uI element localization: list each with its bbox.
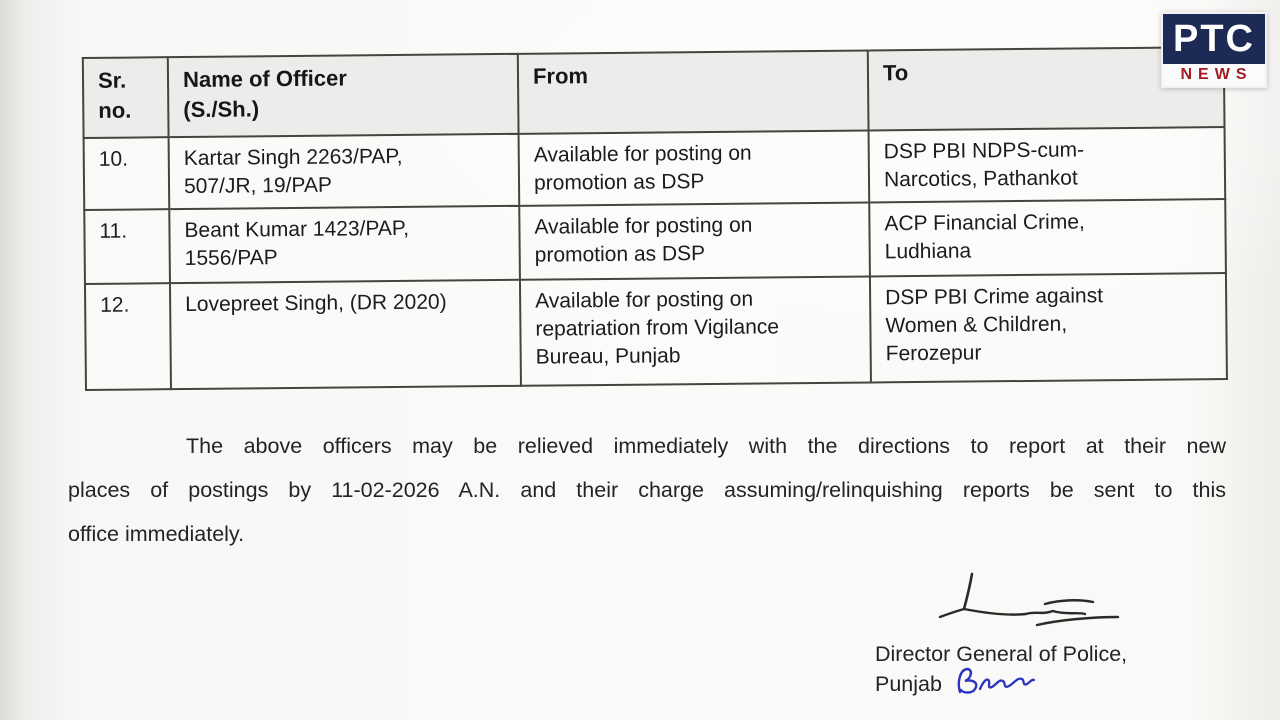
ptc-logo-secondary-text: NEWS (1161, 64, 1267, 88)
cell-officer-name: Beant Kumar 1423/PAP, 1556/PAP (169, 206, 520, 283)
relieving-instructions-paragraph (68, 424, 1226, 556)
paragraph-line: places of postings by 11-02-2026 A.N. and their charge assuming/relinquishing reports be sent to this (68, 478, 1226, 502)
col-header-from: From (518, 50, 869, 133)
table-header-row (83, 47, 1225, 138)
cell-sr-no: 11. (84, 209, 170, 284)
cell-to: ACP Financial Crime, Ludhiana (869, 199, 1226, 276)
paragraph-line: office immediately. (68, 522, 245, 546)
cell-sr-no: 10. (84, 137, 170, 210)
cell-to: DSP PBI NDPS-cum- Narcotics, Pathankot (869, 127, 1226, 202)
col-header-to: To (868, 47, 1225, 130)
table-row (84, 127, 1226, 210)
table-row (84, 199, 1226, 284)
signature-place: Punjab (875, 671, 942, 696)
cell-from: Available for posting on promotion as DSP (519, 130, 870, 205)
table-row (85, 273, 1227, 390)
cell-to: DSP PBI Crime against Women & Children, Ferozepur (870, 273, 1227, 382)
signature-block (875, 641, 1205, 700)
paragraph-line: The above officers may be relieved immediately with the directions to report at their new (186, 434, 1226, 458)
cell-officer-name: Lovepreet Singh, (DR 2020) (170, 280, 521, 389)
ptc-logo-primary-text: PTC (1161, 12, 1267, 64)
cell-from: Available for posting on promotion as DSP (519, 202, 870, 279)
signature-flourish (933, 568, 1125, 634)
col-header-sr-no: Sr. no. (83, 57, 169, 138)
cell-sr-no: 12. (85, 283, 171, 390)
cell-officer-name: Kartar Singh 2263/PAP, 507/JR, 19/PAP (169, 134, 520, 209)
officer-transfer-table (82, 46, 1228, 391)
signature-initials-ink (952, 664, 1040, 700)
col-header-officer-name: Name of Officer (S./Sh.) (168, 54, 519, 137)
cell-from: Available for posting on repatriation from Vigilance Bureau, Punjab (520, 276, 871, 385)
ptc-news-logo (1161, 12, 1267, 88)
signature-designation: Director General of Police, (875, 642, 1128, 666)
